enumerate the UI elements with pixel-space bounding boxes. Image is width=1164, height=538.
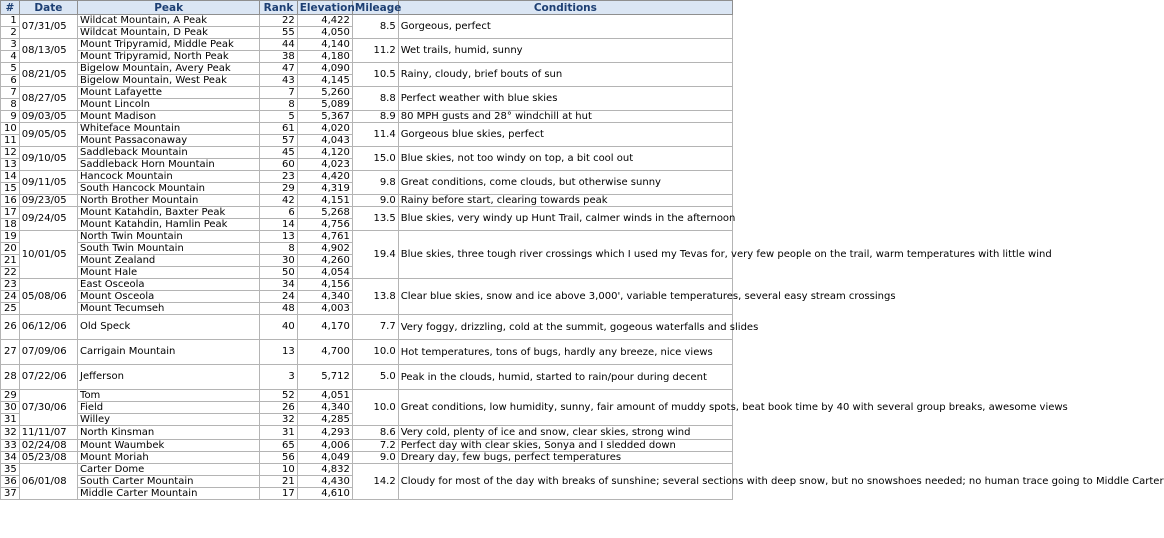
header-peak[interactable]: Peak xyxy=(78,1,260,15)
cell-peak[interactable]: Saddleback Horn Mountain xyxy=(78,159,260,171)
cell-mileage[interactable]: 9.8 xyxy=(352,171,398,195)
cell-rank[interactable]: 48 xyxy=(260,303,297,315)
cell-number[interactable]: 5 xyxy=(1,63,20,75)
cell-elevation[interactable]: 4,293 xyxy=(297,426,352,440)
cell-peak[interactable]: Whiteface Mountain xyxy=(78,123,260,135)
cell-elevation[interactable]: 4,260 xyxy=(297,255,352,267)
cell-peak[interactable]: Mount Waumbek xyxy=(78,440,260,452)
cell-rank[interactable]: 14 xyxy=(260,219,297,231)
cell-mileage[interactable]: 15.0 xyxy=(352,147,398,171)
cell-number[interactable]: 35 xyxy=(1,464,20,476)
cell-elevation[interactable]: 4,145 xyxy=(297,75,352,87)
header-elevation[interactable]: Elevation xyxy=(297,1,352,15)
cell-mileage[interactable]: 11.4 xyxy=(352,123,398,147)
cell-date[interactable]: 08/13/05 xyxy=(19,39,77,63)
cell-peak[interactable]: Carrigain Mountain xyxy=(78,340,260,365)
cell-number[interactable]: 26 xyxy=(1,315,20,340)
cell-date[interactable]: 02/24/08 xyxy=(19,440,77,452)
table-row xyxy=(1,171,733,183)
cell-mileage[interactable]: 8.8 xyxy=(352,87,398,111)
cell-number[interactable]: 15 xyxy=(1,183,20,195)
cell-mileage[interactable]: 10.5 xyxy=(352,63,398,87)
cell-number[interactable]: 31 xyxy=(1,414,20,426)
cell-number[interactable]: 29 xyxy=(1,390,20,402)
cell-peak[interactable]: Mount Moriah xyxy=(78,452,260,464)
cell-rank[interactable]: 38 xyxy=(260,51,297,63)
cell-number[interactable]: 21 xyxy=(1,255,20,267)
cell-number[interactable]: 22 xyxy=(1,267,20,279)
cell-elevation[interactable]: 5,367 xyxy=(297,111,352,123)
cell-number[interactable]: 11 xyxy=(1,135,20,147)
cell-peak[interactable]: Mount Lincoln xyxy=(78,99,260,111)
cell-elevation[interactable]: 4,430 xyxy=(297,476,352,488)
table-row xyxy=(1,340,733,365)
cell-peak[interactable]: Bigelow Mountain, West Peak xyxy=(78,75,260,87)
cell-rank[interactable]: 3 xyxy=(260,365,297,390)
table-row xyxy=(1,464,733,476)
cell-mileage[interactable]: 14.2 xyxy=(352,464,398,500)
cell-date[interactable]: 06/01/08 xyxy=(19,464,77,500)
cell-number[interactable]: 7 xyxy=(1,87,20,99)
cell-date[interactable]: 07/31/05 xyxy=(19,15,77,39)
cell-elevation[interactable]: 5,089 xyxy=(297,99,352,111)
table-row xyxy=(1,390,733,402)
cell-number[interactable]: 8 xyxy=(1,99,20,111)
cell-elevation[interactable]: 4,610 xyxy=(297,488,352,500)
cell-date[interactable]: 09/24/05 xyxy=(19,207,77,231)
cell-date[interactable]: 07/09/06 xyxy=(19,340,77,365)
cell-rank[interactable]: 17 xyxy=(260,488,297,500)
cell-elevation[interactable]: 4,049 xyxy=(297,452,352,464)
cell-conditions[interactable]: Blue skies, not too windy on top, a bit cool out xyxy=(398,147,732,171)
cell-mileage[interactable]: 13.5 xyxy=(352,207,398,231)
cell-conditions[interactable]: Clear blue skies, snow and ice above 3,000', variable temperatures, several easy stream crossings xyxy=(398,279,732,315)
cell-rank[interactable]: 57 xyxy=(260,135,297,147)
cell-rank[interactable]: 32 xyxy=(260,414,297,426)
table-row xyxy=(1,440,733,452)
cell-elevation[interactable]: 4,319 xyxy=(297,183,352,195)
cell-conditions[interactable]: Dreary day, few bugs, perfect temperatures xyxy=(398,452,732,464)
cell-conditions[interactable]: Blue skies, three tough river crossings which I used my Tevas for, very few people on the trail, warm temperatures with little wind xyxy=(398,231,732,279)
cell-mileage[interactable]: 13.8 xyxy=(352,279,398,315)
cell-conditions[interactable]: Cloudy for most of the day with breaks of sunshine; several sections with deep snow, but no snowshoes needed; no human trace going to Middle Carter xyxy=(398,464,732,500)
table-row xyxy=(1,123,733,135)
cell-number[interactable]: 37 xyxy=(1,488,20,500)
table-body xyxy=(1,14,1164,500)
cell-date[interactable]: 07/22/06 xyxy=(19,365,77,390)
cell-mileage[interactable]: 7.7 xyxy=(352,315,398,340)
cell-rank[interactable]: 42 xyxy=(260,195,297,207)
cell-elevation[interactable]: 4,043 xyxy=(297,135,352,147)
cell-peak[interactable]: Mount Hale xyxy=(78,267,260,279)
cell-elevation[interactable]: 5,260 xyxy=(297,87,352,99)
cell-elevation[interactable]: 4,006 xyxy=(297,440,352,452)
cell-peak[interactable]: Bigelow Mountain, Avery Peak xyxy=(78,63,260,75)
table-row xyxy=(1,231,733,243)
cell-rank[interactable]: 31 xyxy=(260,426,297,440)
cell-peak[interactable]: Saddleback Mountain xyxy=(78,147,260,159)
table-row xyxy=(1,15,733,27)
cell-number[interactable]: 12 xyxy=(1,147,20,159)
cell-conditions[interactable]: Perfect weather with blue skies xyxy=(398,87,732,111)
cell-elevation[interactable]: 4,832 xyxy=(297,464,352,476)
cell-date[interactable]: 05/08/06 xyxy=(19,279,77,315)
header-date[interactable]: Date xyxy=(19,1,77,15)
cell-number[interactable]: 25 xyxy=(1,303,20,315)
cell-elevation[interactable]: 4,120 xyxy=(297,147,352,159)
cell-elevation[interactable]: 4,051 xyxy=(297,390,352,402)
cell-rank[interactable]: 45 xyxy=(260,147,297,159)
cell-elevation[interactable]: 4,003 xyxy=(297,303,352,315)
table-row xyxy=(1,426,733,440)
cell-elevation[interactable]: 5,268 xyxy=(297,207,352,219)
cell-date[interactable]: 09/10/05 xyxy=(19,147,77,171)
cell-peak[interactable]: Jefferson xyxy=(78,365,260,390)
cell-rank[interactable]: 60 xyxy=(260,159,297,171)
cell-elevation[interactable]: 4,761 xyxy=(297,231,352,243)
cell-rank[interactable]: 29 xyxy=(260,183,297,195)
cell-conditions[interactable]: Blue skies, very windy up Hunt Trail, calmer winds in the afternoon xyxy=(398,207,732,231)
table-row xyxy=(1,207,733,219)
cell-peak[interactable]: Mount Passaconaway xyxy=(78,135,260,147)
cell-date[interactable]: 05/23/08 xyxy=(19,452,77,464)
cell-elevation[interactable]: 4,420 xyxy=(297,171,352,183)
cell-rank[interactable]: 40 xyxy=(260,315,297,340)
cell-rank[interactable]: 47 xyxy=(260,63,297,75)
cell-conditions[interactable]: Great conditions, low humidity, sunny, fair amount of muddy spots, beat book time by 40 with several group breaks, awesome views xyxy=(398,390,732,426)
cell-mileage[interactable]: 19.4 xyxy=(352,231,398,279)
cell-peak[interactable]: Wildcat Mountain, A Peak xyxy=(78,15,260,27)
cell-date[interactable]: 09/11/05 xyxy=(19,171,77,195)
cell-conditions[interactable]: Very foggy, drizzling, cold at the summit, gogeous waterfalls and slides xyxy=(398,315,732,340)
cell-number[interactable]: 4 xyxy=(1,51,20,63)
cell-conditions[interactable]: Gorgeous, perfect xyxy=(398,15,732,39)
cell-rank[interactable]: 7 xyxy=(260,87,297,99)
table-row xyxy=(1,147,733,159)
cell-rank[interactable]: 21 xyxy=(260,476,297,488)
cell-number[interactable]: 28 xyxy=(1,365,20,390)
cell-peak[interactable]: Mount Osceola xyxy=(78,291,260,303)
table-row xyxy=(1,39,733,51)
cell-peak[interactable]: South Twin Mountain xyxy=(78,243,260,255)
cell-conditions[interactable]: Great conditions, come clouds, but otherwise sunny xyxy=(398,171,732,195)
cell-elevation[interactable]: 4,180 xyxy=(297,51,352,63)
cell-peak[interactable]: Hancock Mountain xyxy=(78,171,260,183)
cell-conditions[interactable]: Wet trails, humid, sunny xyxy=(398,39,732,63)
cell-peak[interactable]: East Osceola xyxy=(78,279,260,291)
cell-elevation[interactable]: 4,700 xyxy=(297,340,352,365)
cell-date[interactable]: 11/11/07 xyxy=(19,426,77,440)
cell-date[interactable]: 08/27/05 xyxy=(19,87,77,111)
cell-rank[interactable]: 10 xyxy=(260,464,297,476)
cell-peak[interactable]: Old Speck xyxy=(78,315,260,340)
cell-peak[interactable]: Mount Tripyramid, North Peak xyxy=(78,51,260,63)
cell-rank[interactable]: 44 xyxy=(260,39,297,51)
cell-rank[interactable]: 8 xyxy=(260,99,297,111)
cell-date[interactable]: 09/23/05 xyxy=(19,195,77,207)
cell-number[interactable]: 32 xyxy=(1,426,20,440)
table-row xyxy=(1,279,733,291)
cell-peak[interactable]: Middle Carter Mountain xyxy=(78,488,260,500)
cell-number[interactable]: 24 xyxy=(1,291,20,303)
cell-mileage[interactable]: 9.0 xyxy=(352,452,398,464)
cell-elevation[interactable]: 4,285 xyxy=(297,414,352,426)
cell-peak[interactable]: North Kinsman xyxy=(78,426,260,440)
cell-conditions[interactable]: Very cold, plenty of ice and snow, clear skies, strong wind xyxy=(398,426,732,440)
cell-peak[interactable]: North Brother Mountain xyxy=(78,195,260,207)
cell-conditions[interactable]: Peak in the clouds, humid, started to rain/pour during decent xyxy=(398,365,732,390)
cell-number[interactable]: 36 xyxy=(1,476,20,488)
cell-number[interactable]: 10 xyxy=(1,123,20,135)
cell-elevation[interactable]: 4,902 xyxy=(297,243,352,255)
cell-number[interactable]: 3 xyxy=(1,39,20,51)
cell-elevation[interactable]: 4,422 xyxy=(297,15,352,27)
cell-rank[interactable]: 26 xyxy=(260,402,297,414)
cell-rank[interactable]: 52 xyxy=(260,390,297,402)
cell-number[interactable]: 6 xyxy=(1,75,20,87)
header-number[interactable]: # xyxy=(1,1,20,15)
cell-number[interactable]: 30 xyxy=(1,402,20,414)
header-row xyxy=(1,1,733,15)
cell-peak[interactable]: Carter Dome xyxy=(78,464,260,476)
cell-elevation[interactable]: 4,050 xyxy=(297,27,352,39)
cell-conditions[interactable]: Rainy, cloudy, brief bouts of sun xyxy=(398,63,732,87)
cell-peak[interactable]: Mount Lafayette xyxy=(78,87,260,99)
table-row xyxy=(1,63,733,75)
cell-number[interactable]: 20 xyxy=(1,243,20,255)
cell-number[interactable]: 13 xyxy=(1,159,20,171)
cell-conditions[interactable]: 80 MPH gusts and 28° windchill at hut xyxy=(398,111,732,123)
header-mileage[interactable]: Mileage xyxy=(352,1,398,15)
table-row xyxy=(1,111,733,123)
cell-mileage[interactable]: 9.0 xyxy=(352,195,398,207)
cell-peak[interactable]: Field xyxy=(78,402,260,414)
cell-elevation[interactable]: 4,090 xyxy=(297,63,352,75)
cell-date[interactable]: 06/12/06 xyxy=(19,315,77,340)
table-row xyxy=(1,87,733,99)
cell-mileage[interactable]: 10.0 xyxy=(352,390,398,426)
cell-number[interactable]: 23 xyxy=(1,279,20,291)
cell-rank[interactable]: 55 xyxy=(260,27,297,39)
cell-number[interactable]: 18 xyxy=(1,219,20,231)
cell-conditions[interactable]: Perfect day with clear skies, Sonya and I sledded down xyxy=(398,440,732,452)
cell-mileage[interactable]: 8.6 xyxy=(352,426,398,440)
cell-mileage[interactable]: 10.0 xyxy=(352,340,398,365)
cell-elevation[interactable]: 4,140 xyxy=(297,39,352,51)
cell-mileage[interactable]: 11.2 xyxy=(352,39,398,63)
cell-peak[interactable]: Mount Zealand xyxy=(78,255,260,267)
cell-rank[interactable]: 56 xyxy=(260,452,297,464)
cell-peak[interactable]: Wildcat Mountain, D Peak xyxy=(78,27,260,39)
cell-number[interactable]: 16 xyxy=(1,195,20,207)
cell-elevation[interactable]: 5,712 xyxy=(297,365,352,390)
cell-elevation[interactable]: 4,020 xyxy=(297,123,352,135)
cell-peak[interactable]: Willey xyxy=(78,414,260,426)
cell-elevation[interactable]: 4,023 xyxy=(297,159,352,171)
cell-peak[interactable]: South Hancock Mountain xyxy=(78,183,260,195)
cell-rank[interactable]: 50 xyxy=(260,267,297,279)
cell-rank[interactable]: 13 xyxy=(260,340,297,365)
cell-number[interactable]: 34 xyxy=(1,452,20,464)
cell-rank[interactable]: 13 xyxy=(260,231,297,243)
cell-peak[interactable]: Mount Tripyramid, Middle Peak xyxy=(78,39,260,51)
cell-date[interactable]: 09/03/05 xyxy=(19,111,77,123)
cell-peak[interactable]: Mount Katahdin, Hamlin Peak xyxy=(78,219,260,231)
cell-number[interactable]: 9 xyxy=(1,111,20,123)
cell-mileage[interactable]: 8.9 xyxy=(352,111,398,123)
cell-rank[interactable]: 34 xyxy=(260,279,297,291)
cell-number[interactable]: 14 xyxy=(1,171,20,183)
cell-peak[interactable]: South Carter Mountain xyxy=(78,476,260,488)
cell-number[interactable]: 1 xyxy=(1,15,20,27)
cell-rank[interactable]: 6 xyxy=(260,207,297,219)
cell-rank[interactable]: 43 xyxy=(260,75,297,87)
table-row xyxy=(1,452,733,464)
cell-rank[interactable]: 22 xyxy=(260,15,297,27)
cell-elevation[interactable]: 4,151 xyxy=(297,195,352,207)
header-conditions[interactable]: Conditions xyxy=(398,1,732,15)
cell-number[interactable]: 2 xyxy=(1,27,20,39)
cell-elevation[interactable]: 4,340 xyxy=(297,402,352,414)
cell-number[interactable]: 17 xyxy=(1,207,20,219)
cell-rank[interactable]: 30 xyxy=(260,255,297,267)
cell-rank[interactable]: 65 xyxy=(260,440,297,452)
cell-elevation[interactable]: 4,054 xyxy=(297,267,352,279)
cell-peak[interactable]: Mount Katahdin, Baxter Peak xyxy=(78,207,260,219)
cell-rank[interactable]: 5 xyxy=(260,111,297,123)
table-row xyxy=(1,195,733,207)
cell-peak[interactable]: Mount Tecumseh xyxy=(78,303,260,315)
cell-mileage[interactable]: 7.2 xyxy=(352,440,398,452)
cell-elevation[interactable]: 4,340 xyxy=(297,291,352,303)
cell-rank[interactable]: 8 xyxy=(260,243,297,255)
cell-rank[interactable]: 23 xyxy=(260,171,297,183)
cell-rank[interactable]: 61 xyxy=(260,123,297,135)
cell-number[interactable]: 19 xyxy=(1,231,20,243)
cell-mileage[interactable]: 8.5 xyxy=(352,15,398,39)
cell-mileage[interactable]: 5.0 xyxy=(352,365,398,390)
cell-peak[interactable]: Tom xyxy=(78,390,260,402)
cell-conditions[interactable]: Rainy before start, clearing towards peak xyxy=(398,195,732,207)
cell-elevation[interactable]: 4,170 xyxy=(297,315,352,340)
cell-number[interactable]: 33 xyxy=(1,440,20,452)
cell-elevation[interactable]: 4,156 xyxy=(297,279,352,291)
cell-date[interactable]: 10/01/05 xyxy=(19,231,77,279)
table-row xyxy=(1,365,733,390)
cell-number[interactable]: 27 xyxy=(1,340,20,365)
table-row xyxy=(1,315,733,340)
cell-elevation[interactable]: 4,756 xyxy=(297,219,352,231)
cell-peak[interactable]: North Twin Mountain xyxy=(78,231,260,243)
cell-date[interactable]: 07/30/06 xyxy=(19,390,77,426)
cell-conditions[interactable]: Hot temperatures, tons of bugs, hardly any breeze, nice views xyxy=(398,340,732,365)
cell-peak[interactable]: Mount Madison xyxy=(78,111,260,123)
cell-conditions[interactable]: Gorgeous blue skies, perfect xyxy=(398,123,732,147)
cell-date[interactable]: 09/05/05 xyxy=(19,123,77,147)
cell-date[interactable]: 08/21/05 xyxy=(19,63,77,87)
cell-rank[interactable]: 24 xyxy=(260,291,297,303)
header-rank[interactable]: Rank xyxy=(260,1,297,15)
